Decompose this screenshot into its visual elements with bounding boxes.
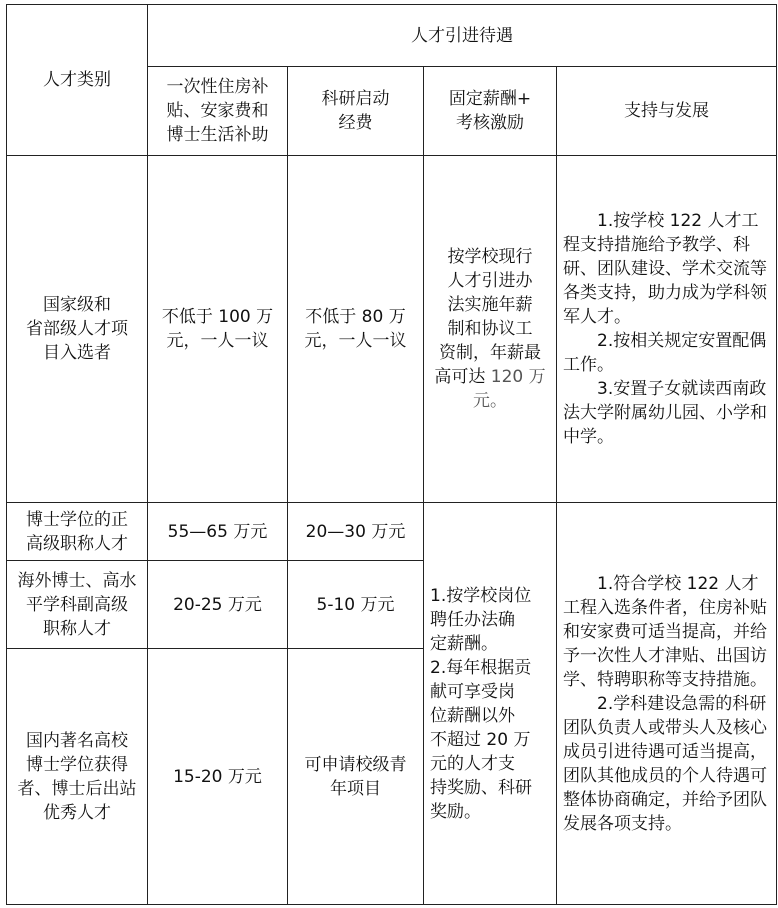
table-row — [7, 503, 777, 561]
subsidy-value: 不低于 100 万 元，一人一议 — [148, 156, 288, 503]
salary-text: 按学校现行 人才引进办 法实施年薪 制和协议工 资制，年薪最 高可达 — [434, 247, 541, 387]
research-funding-value: 5-10 万元 — [288, 561, 424, 649]
header-support-development: 支持与发展 — [557, 67, 777, 156]
category-overseas-phd: 海外博士、高水 平学科副高级 职称人才 — [7, 561, 148, 649]
category-national-provincial: 国家级和 省部级人才项 目入选者 — [7, 156, 148, 503]
research-funding-value: 不低于 80 万 元，一人一议 — [288, 156, 424, 503]
category-senior-phd: 博士学位的正 高级职称人才 — [7, 503, 148, 561]
header-talent-category: 人才类别 — [7, 5, 148, 156]
talent-benefits-table — [6, 4, 777, 905]
salary-cap: 120 万 元。 — [473, 367, 546, 411]
table-row — [7, 156, 777, 503]
support-item: 1.按学校 122 人才工程支持措施给予教学、科研、团队建设、学术交流等各类支持，助力成为学科领军人才。 — [563, 211, 767, 327]
subsidy-value: 20-25 万元 — [148, 561, 288, 649]
salary-value — [424, 156, 557, 503]
header-talent-benefits: 人才引进待遇 — [148, 5, 777, 67]
research-funding-value: 可申请校级青 年项目 — [288, 649, 424, 905]
salary-value-shared: 1.按学校岗位 聘任办法确 定薪酬。 2.每年根据贡 献可享受岗 位薪酬以外 不超过 20 万 元的人才支 持奖励、科研 奖励。 — [424, 503, 557, 905]
subsidy-value: 15-20 万元 — [148, 649, 288, 905]
support-cell — [557, 156, 777, 503]
support-cell-shared — [557, 503, 777, 905]
category-domestic-phd: 国内著名高校 博士学位获得 者、博士后出站 优秀人才 — [7, 649, 148, 905]
header-research-funding: 科研启动 经费 — [288, 67, 424, 156]
support-item: 3.安置子女就读西南政法大学附属幼儿园、小学和中学。 — [563, 379, 767, 447]
header-salary: 固定薪酬+ 考核激励 — [424, 67, 557, 156]
research-funding-value: 20—30 万元 — [288, 503, 424, 561]
subsidy-value: 55—65 万元 — [148, 503, 288, 561]
support-item: 2.按相关规定安置配偶工作。 — [563, 331, 767, 375]
support-item: 1.符合学校 122 人才工程入选条件者，住房补贴和安家费可适当提高，并给予一次性人才津贴、出国访学、特聘职称等支持措施。 — [563, 573, 767, 690]
support-item: 2.学科建设急需的科研团队负责人或带头人及核心成员引进待遇可适当提高，团队其他成员的个人待遇可整体协商确定，并给予团队发展各项支持。 — [563, 693, 767, 834]
header-housing-subsidy: 一次性住房补 贴、安家费和 博士生活补助 — [148, 67, 288, 156]
